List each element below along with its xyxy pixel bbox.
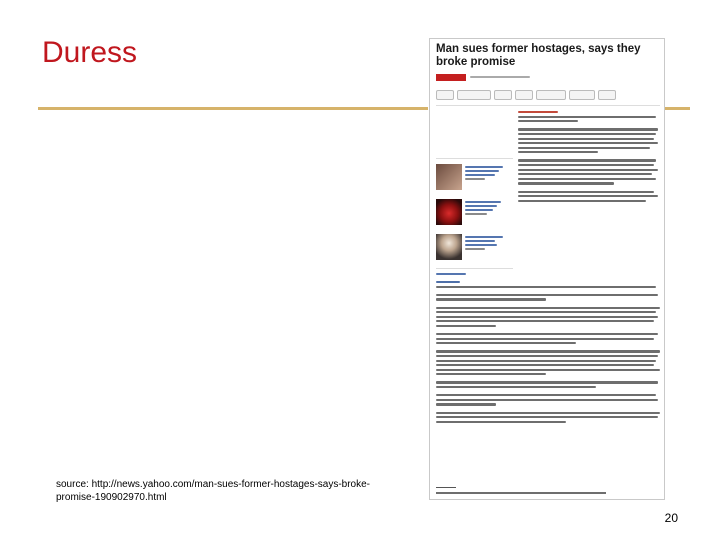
all-slideshows-link[interactable]: [436, 268, 513, 276]
article-share-toolbar: [436, 89, 660, 101]
slideshow-thumbnail: [436, 199, 462, 225]
slideshow-thumbnail: [436, 164, 462, 190]
slideshows-heading: [436, 151, 513, 159]
page-number: 20: [664, 511, 678, 525]
tweet-button[interactable]: [494, 90, 512, 100]
slideshow-thumbnail: [436, 234, 462, 260]
slideshow-item[interactable]: [436, 199, 513, 229]
print-button[interactable]: [515, 90, 533, 100]
save-button[interactable]: [598, 90, 616, 100]
article-footer-credit: [436, 492, 606, 494]
article-headline: Man sues former hostages, says they broke promise: [436, 43, 641, 68]
article-body: [436, 281, 660, 429]
related-slideshows: [436, 111, 513, 291]
article-lead-column: [518, 111, 660, 208]
article-screenshot: [429, 38, 665, 500]
title-divider-right: [664, 107, 690, 110]
slideshow-item[interactable]: [436, 164, 513, 194]
article-footer-rule: [436, 487, 456, 488]
title-divider-left: [38, 107, 428, 110]
comment-button[interactable]: [569, 90, 595, 100]
byline-text: [470, 76, 530, 78]
email-button[interactable]: [436, 90, 454, 100]
source-citation: source: http://news.yahoo.com/man-sues-former-hostages-says-broke-promise-190902970.html: [56, 479, 371, 503]
slide-title: Duress: [42, 36, 138, 69]
like-button[interactable]: [536, 90, 566, 100]
ap-logo-icon: [436, 74, 466, 81]
toolbar-divider: [436, 105, 660, 106]
share-button[interactable]: [457, 90, 491, 100]
article-byline: [436, 72, 660, 82]
slideshow-item[interactable]: [436, 234, 513, 264]
